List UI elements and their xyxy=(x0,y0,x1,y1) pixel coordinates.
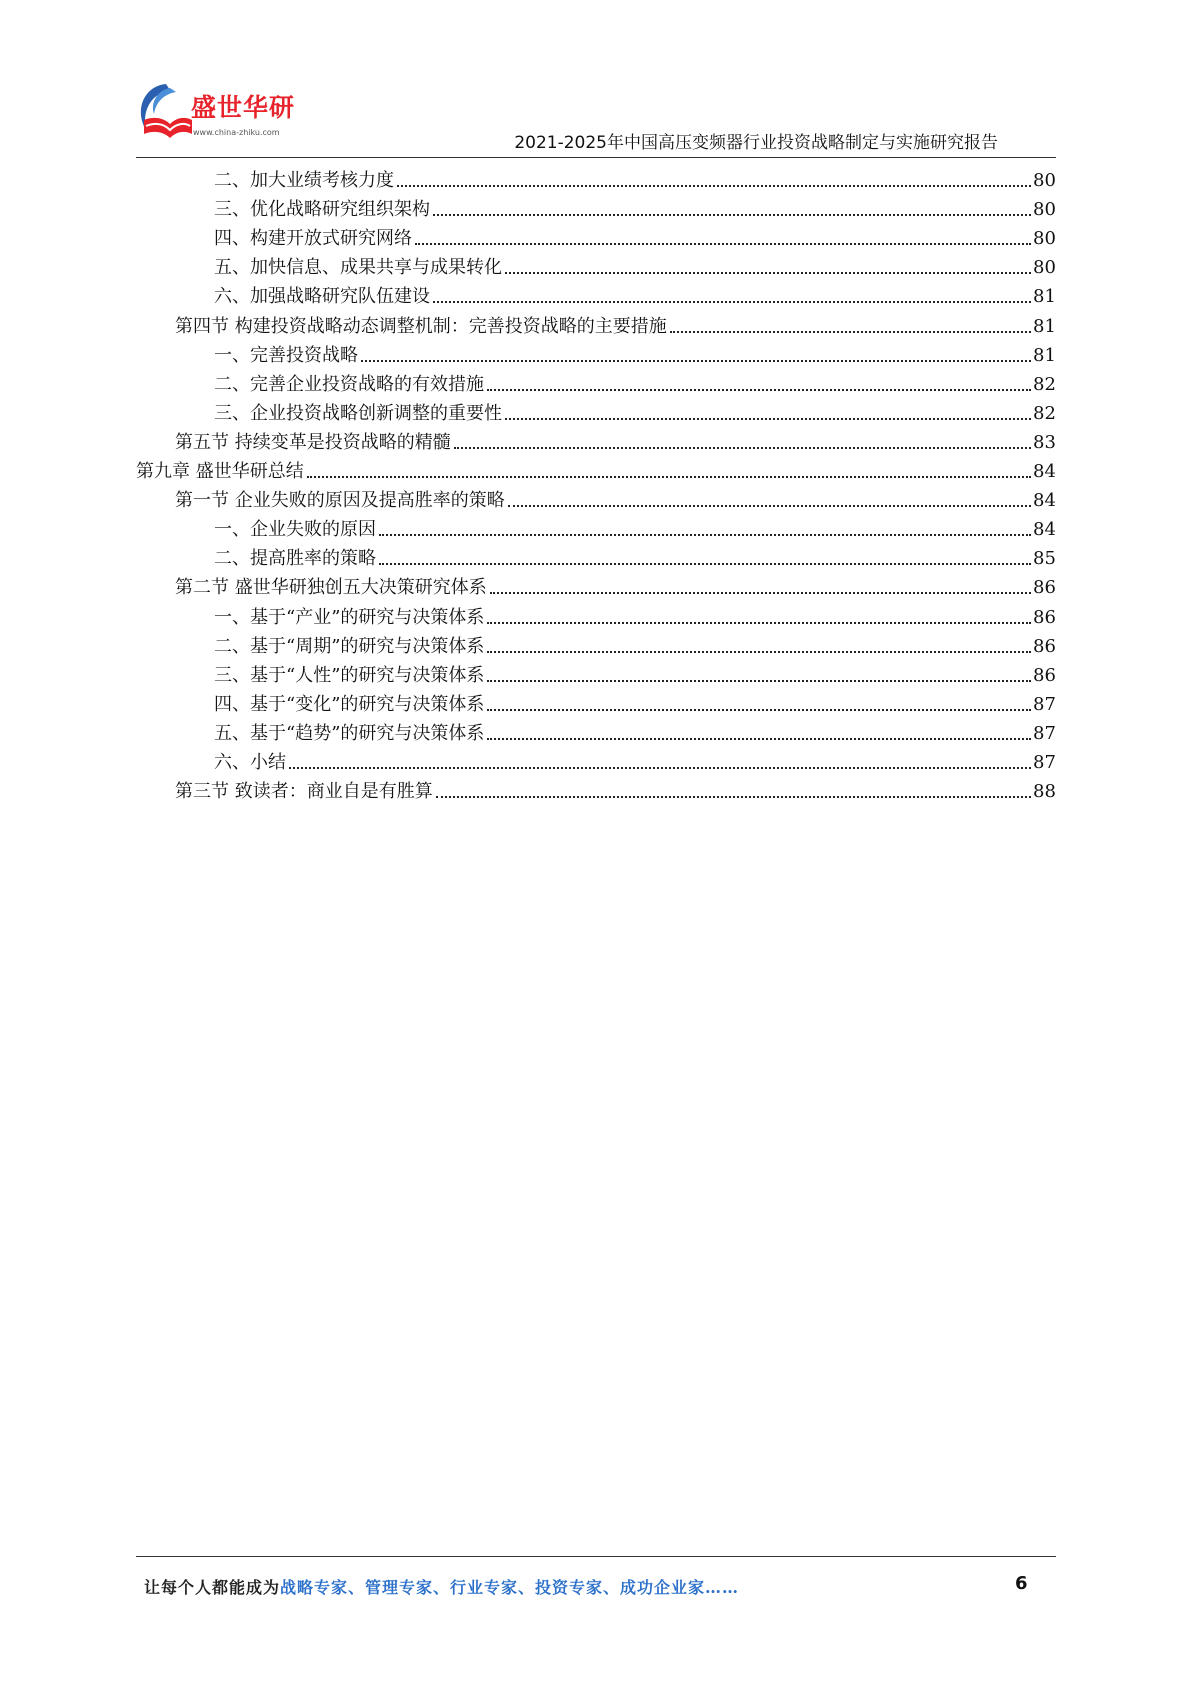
toc-entry-title: 一、基于“产业”的研究与决策体系 xyxy=(214,606,485,628)
toc-entry-page: 85 xyxy=(1033,548,1056,570)
toc-entry-title: 四、基于“变化”的研究与决策体系 xyxy=(214,693,485,715)
toc-entry-title: 六、小结 xyxy=(214,752,286,773)
toc-dot-leader xyxy=(490,592,1031,594)
toc-entry[interactable] xyxy=(214,657,1055,687)
toc-entry-title: 五、加快信息、成果共享与成果转化 xyxy=(214,257,502,279)
toc-dot-leader xyxy=(487,651,1031,653)
toc-entry[interactable] xyxy=(214,628,1055,658)
toc-entry-page: 81 xyxy=(1033,315,1056,337)
toc-entry-page: 87 xyxy=(1033,722,1056,744)
toc-entry-title: 第五节 持续变革是投资战略的精髓 xyxy=(175,431,451,453)
toc-dot-leader xyxy=(487,738,1031,740)
toc-entry-page: 86 xyxy=(1033,606,1056,628)
toc-entry-page: 84 xyxy=(1033,461,1056,482)
toc-dot-leader xyxy=(361,360,1031,362)
toc-entry-page: 82 xyxy=(1033,373,1056,395)
toc-entry[interactable] xyxy=(214,540,1055,570)
toc-entry-title: 三、优化战略研究组织架构 xyxy=(214,199,430,221)
toc-entry-title: 三、基于“人性”的研究与决策体系 xyxy=(214,664,485,686)
toc-entry-title: 二、提高胜率的策略 xyxy=(214,548,376,570)
toc-entry-title: 六、加强战略研究队伍建设 xyxy=(214,286,430,308)
toc-dot-leader xyxy=(487,680,1031,682)
toc-dot-leader xyxy=(505,418,1031,420)
toc-entry-title: 五、基于“趋势”的研究与决策体系 xyxy=(214,722,485,744)
footer-divider xyxy=(136,1556,1056,1557)
toc-entry-page: 84 xyxy=(1033,490,1056,512)
toc-dot-leader xyxy=(433,214,1031,216)
toc-entry-page: 81 xyxy=(1033,344,1056,366)
report-title: 2021-2025年中国高压变频器行业投资战略制定与实施研究报告 xyxy=(514,133,998,153)
toc-dot-leader xyxy=(397,185,1031,187)
toc-entry-title: 第一节 企业失败的原因及提高胜率的策略 xyxy=(175,490,505,512)
toc-dot-leader xyxy=(289,767,1031,769)
logo-swoosh-icon xyxy=(136,80,192,146)
toc-entry-page: 84 xyxy=(1033,519,1056,541)
toc-entry[interactable] xyxy=(214,278,1055,308)
page-number: 6 xyxy=(1015,1573,1028,1594)
toc-entry-page: 82 xyxy=(1033,402,1056,424)
toc-entry[interactable] xyxy=(175,308,1055,338)
toc-entry[interactable] xyxy=(214,686,1055,716)
toc-entry[interactable] xyxy=(214,744,1055,774)
footer-slogan xyxy=(144,1575,739,1598)
toc-entry[interactable] xyxy=(214,599,1055,629)
toc-entry-title: 四、构建开放式研究网络 xyxy=(214,228,412,250)
company-logo xyxy=(136,80,316,150)
toc-dot-leader xyxy=(487,709,1031,711)
toc-entry-page: 80 xyxy=(1033,170,1056,191)
toc-entry-page: 86 xyxy=(1033,635,1056,657)
toc-entry[interactable] xyxy=(214,220,1055,250)
toc-entry-title: 三、企业投资战略创新调整的重要性 xyxy=(214,402,502,424)
toc-entry[interactable] xyxy=(214,395,1055,425)
header-divider xyxy=(136,157,1056,158)
logo-name: 盛世华研 xyxy=(191,93,296,122)
footer-slogan-highlight: 战略专家、管理专家、行业专家、投资专家、成功企业家…… xyxy=(280,1578,740,1597)
toc-entry-page: 83 xyxy=(1033,431,1056,453)
toc-entry[interactable] xyxy=(214,366,1055,396)
toc-entry[interactable] xyxy=(136,453,1055,483)
toc-entry-title: 二、加大业绩考核力度 xyxy=(214,170,394,191)
toc-entry-title: 第九章 盛世华研总结 xyxy=(136,461,304,482)
toc-entry-title: 第四节 构建投资战略动态调整机制：完善投资战略的主要措施 xyxy=(175,315,667,337)
toc-entry-title: 一、企业失败的原因 xyxy=(214,519,376,541)
toc-dot-leader xyxy=(487,622,1031,624)
toc-dot-leader xyxy=(433,301,1031,303)
toc-entry-title: 第二节 盛世华研独创五大决策研究体系 xyxy=(175,577,487,599)
toc-entry-page: 80 xyxy=(1033,199,1056,221)
toc-entry-title: 二、基于“周期”的研究与决策体系 xyxy=(214,635,485,657)
toc-entry-title: 二、完善企业投资战略的有效措施 xyxy=(214,373,484,395)
footer-slogan-prefix: 让每个人都能成为 xyxy=(144,1578,281,1597)
toc-dot-leader xyxy=(454,447,1031,449)
toc-entry[interactable] xyxy=(214,715,1055,745)
toc-entry[interactable] xyxy=(175,424,1055,454)
toc-dot-leader xyxy=(670,331,1031,333)
toc-entry-page: 80 xyxy=(1033,228,1056,250)
toc-entry[interactable] xyxy=(175,773,1055,803)
toc-entry-page: 87 xyxy=(1033,752,1056,773)
toc-entry[interactable] xyxy=(175,569,1055,599)
toc-entry-page: 86 xyxy=(1033,664,1056,686)
toc-entry[interactable] xyxy=(214,337,1055,367)
toc-entry-page: 87 xyxy=(1033,693,1056,715)
toc-entry[interactable] xyxy=(175,482,1055,512)
toc-entry[interactable] xyxy=(214,162,1055,192)
toc-entry-title: 一、完善投资战略 xyxy=(214,344,358,366)
toc-entry[interactable] xyxy=(214,191,1055,221)
toc-entry-page: 80 xyxy=(1033,257,1056,279)
toc-entry-page: 81 xyxy=(1033,286,1056,308)
toc-dot-leader xyxy=(307,476,1031,478)
toc-dot-leader xyxy=(379,534,1031,536)
toc-entry-page: 88 xyxy=(1033,781,1056,803)
toc-entry[interactable] xyxy=(214,249,1055,279)
toc-entry-title: 第三节 致读者：商业自是有胜算 xyxy=(175,781,433,803)
toc-dot-leader xyxy=(379,563,1031,565)
logo-url: www.china-zhiku.com xyxy=(193,128,280,137)
toc-dot-leader xyxy=(508,505,1031,507)
toc-entry-page: 86 xyxy=(1033,577,1056,599)
toc-dot-leader xyxy=(505,272,1031,274)
toc-dot-leader xyxy=(487,389,1031,391)
page-header xyxy=(0,0,1191,160)
toc-entry[interactable] xyxy=(214,511,1055,541)
toc-dot-leader xyxy=(436,796,1031,798)
toc-dot-leader xyxy=(415,243,1031,245)
